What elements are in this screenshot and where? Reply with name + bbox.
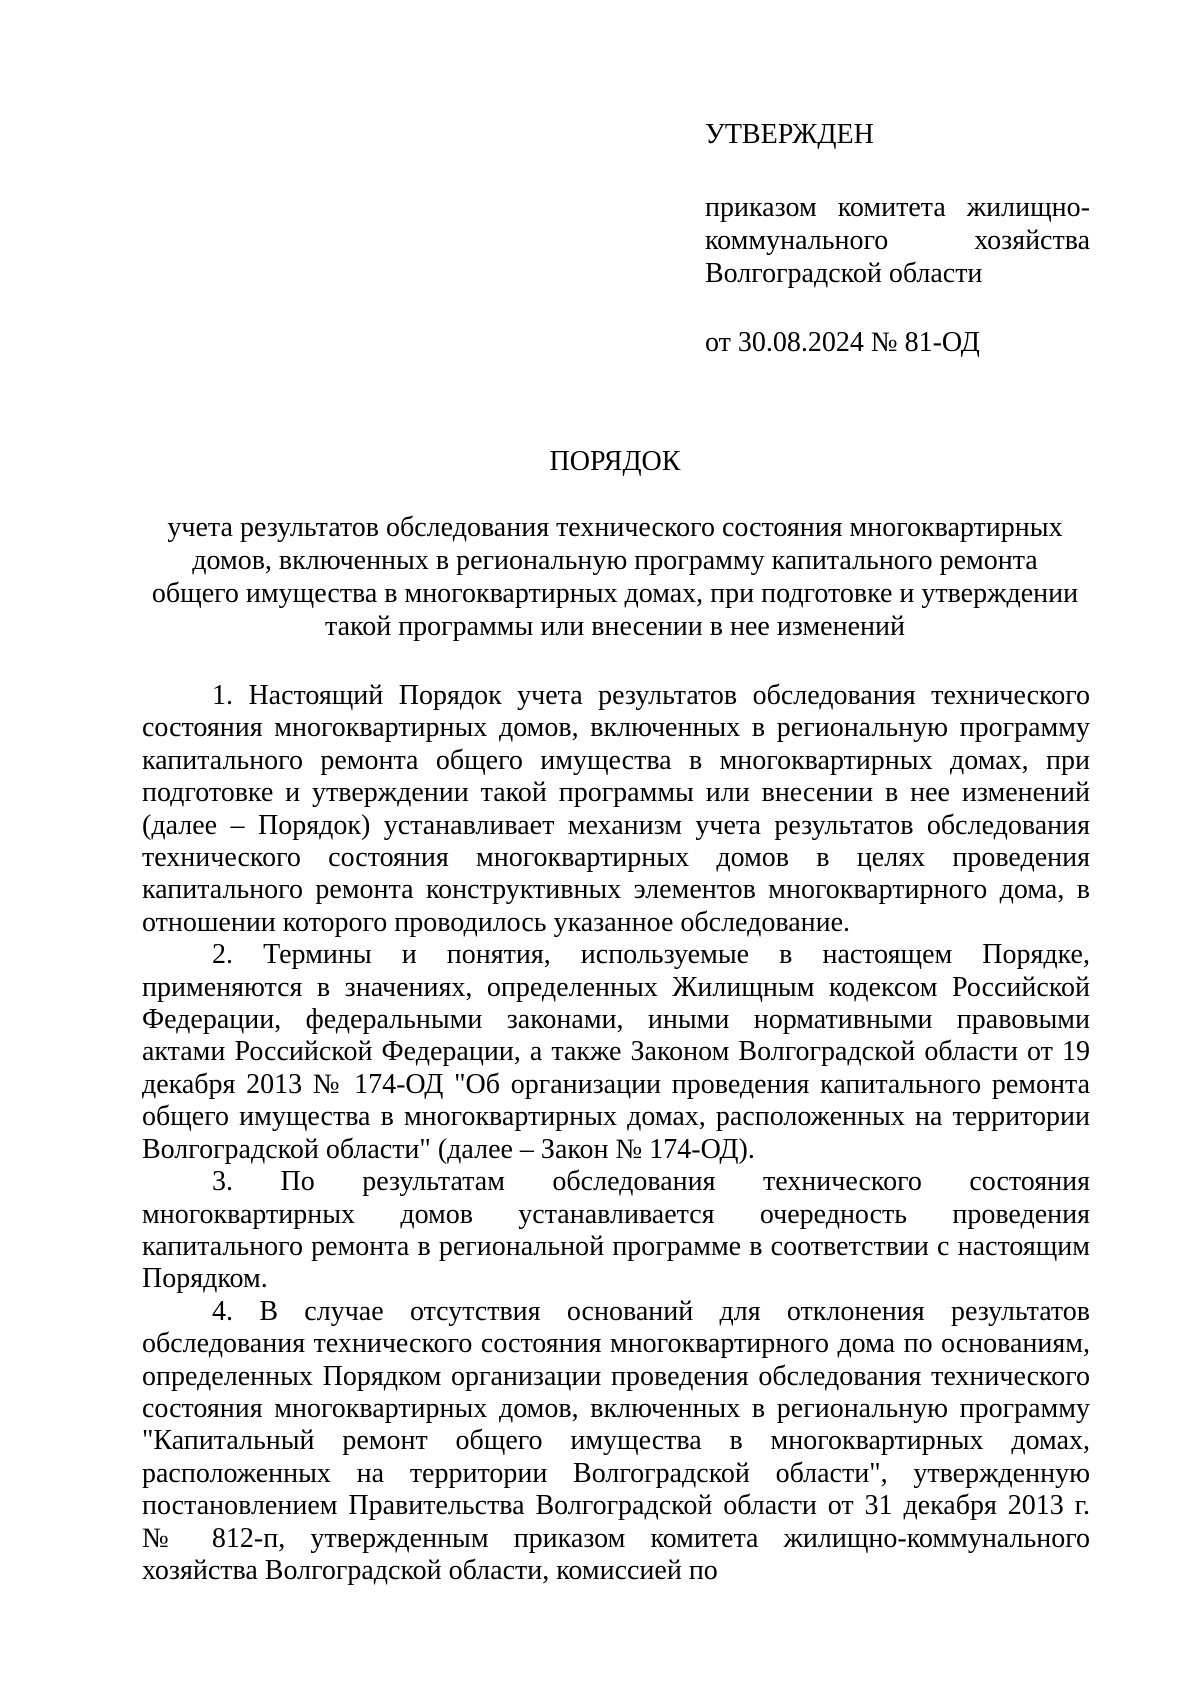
document-subtitle: учета результатов обследования технического состояния многоквартирных домов, включенных в региональную программу капитального ремонта общего имущества в многоквартирных домах, при подготовке и утверждении такой программы или внесении в нее изменений [151, 512, 1079, 642]
paragraph-2: 2. Термины и понятия, используемые в настоящем Порядке, применяются в значениях, определенных Жилищным кодексом Российской Федерации, федеральными законами, иными нормативными правовыми актами Российской Федерации, а также Законом Волгоградской области от 19 декабря 2013 № 174-ОД "Об организации проведения капитального ремонта общего имущества в многоквартирных домах, расположенных на территории Волгоградской области" (далее – Закон № 174-ОД). [142, 939, 1090, 1165]
paragraph-3: 3. По результатам обследования технического состояния многоквартирных домов устанавливается очередность проведения капитального ремонта в региональной программе в соответствии с настоящим Порядком. [142, 1166, 1090, 1295]
approval-order-date: от 30.08.2024 № 81-ОД [705, 327, 980, 358]
document-body [142, 680, 1090, 1587]
paragraph-1: 1. Настоящий Порядок учета результатов обследования технического состояния многоквартирных домов, включенных в региональную программу капитального ремонта общего имущества в многоквартирных домах, при подготовке и утверждении такой программы или внесении в нее изменений (далее – Порядок) устанавливает механизм учета результатов обследования технического состояния многоквартирных домов в целях проведения капитального ремонта конструктивных элементов многоквартирного дома, в отношении которого проводилось указанное обследование. [142, 680, 1090, 938]
approval-title: УТВЕРЖДЕН [705, 119, 874, 150]
document-title: ПОРЯДОК [549, 446, 681, 477]
paragraph-4: 4. В случае отсутствия оснований для отклонения результатов обследования технического состояния многоквартирного дома по основаниям, определенных Порядком организации проведения обследования технического состояния многоквартирных домов, включенных в региональную программу "Капитальный ремонт общего имущества в многоквартирных домах, расположенных на территории Волгоградской области", утвержденную постановлением Правительства Волгоградской области от 31 декабря 2013 г. № 812-п, утвержденным приказом комитета жилищно-коммунального хозяйства Волгоградской области, комиссией по [142, 1295, 1090, 1586]
approval-order-text: приказом комитета жилищно-коммунального хозяйства Волгоградской области [705, 192, 1090, 289]
approval-block [705, 118, 1090, 359]
